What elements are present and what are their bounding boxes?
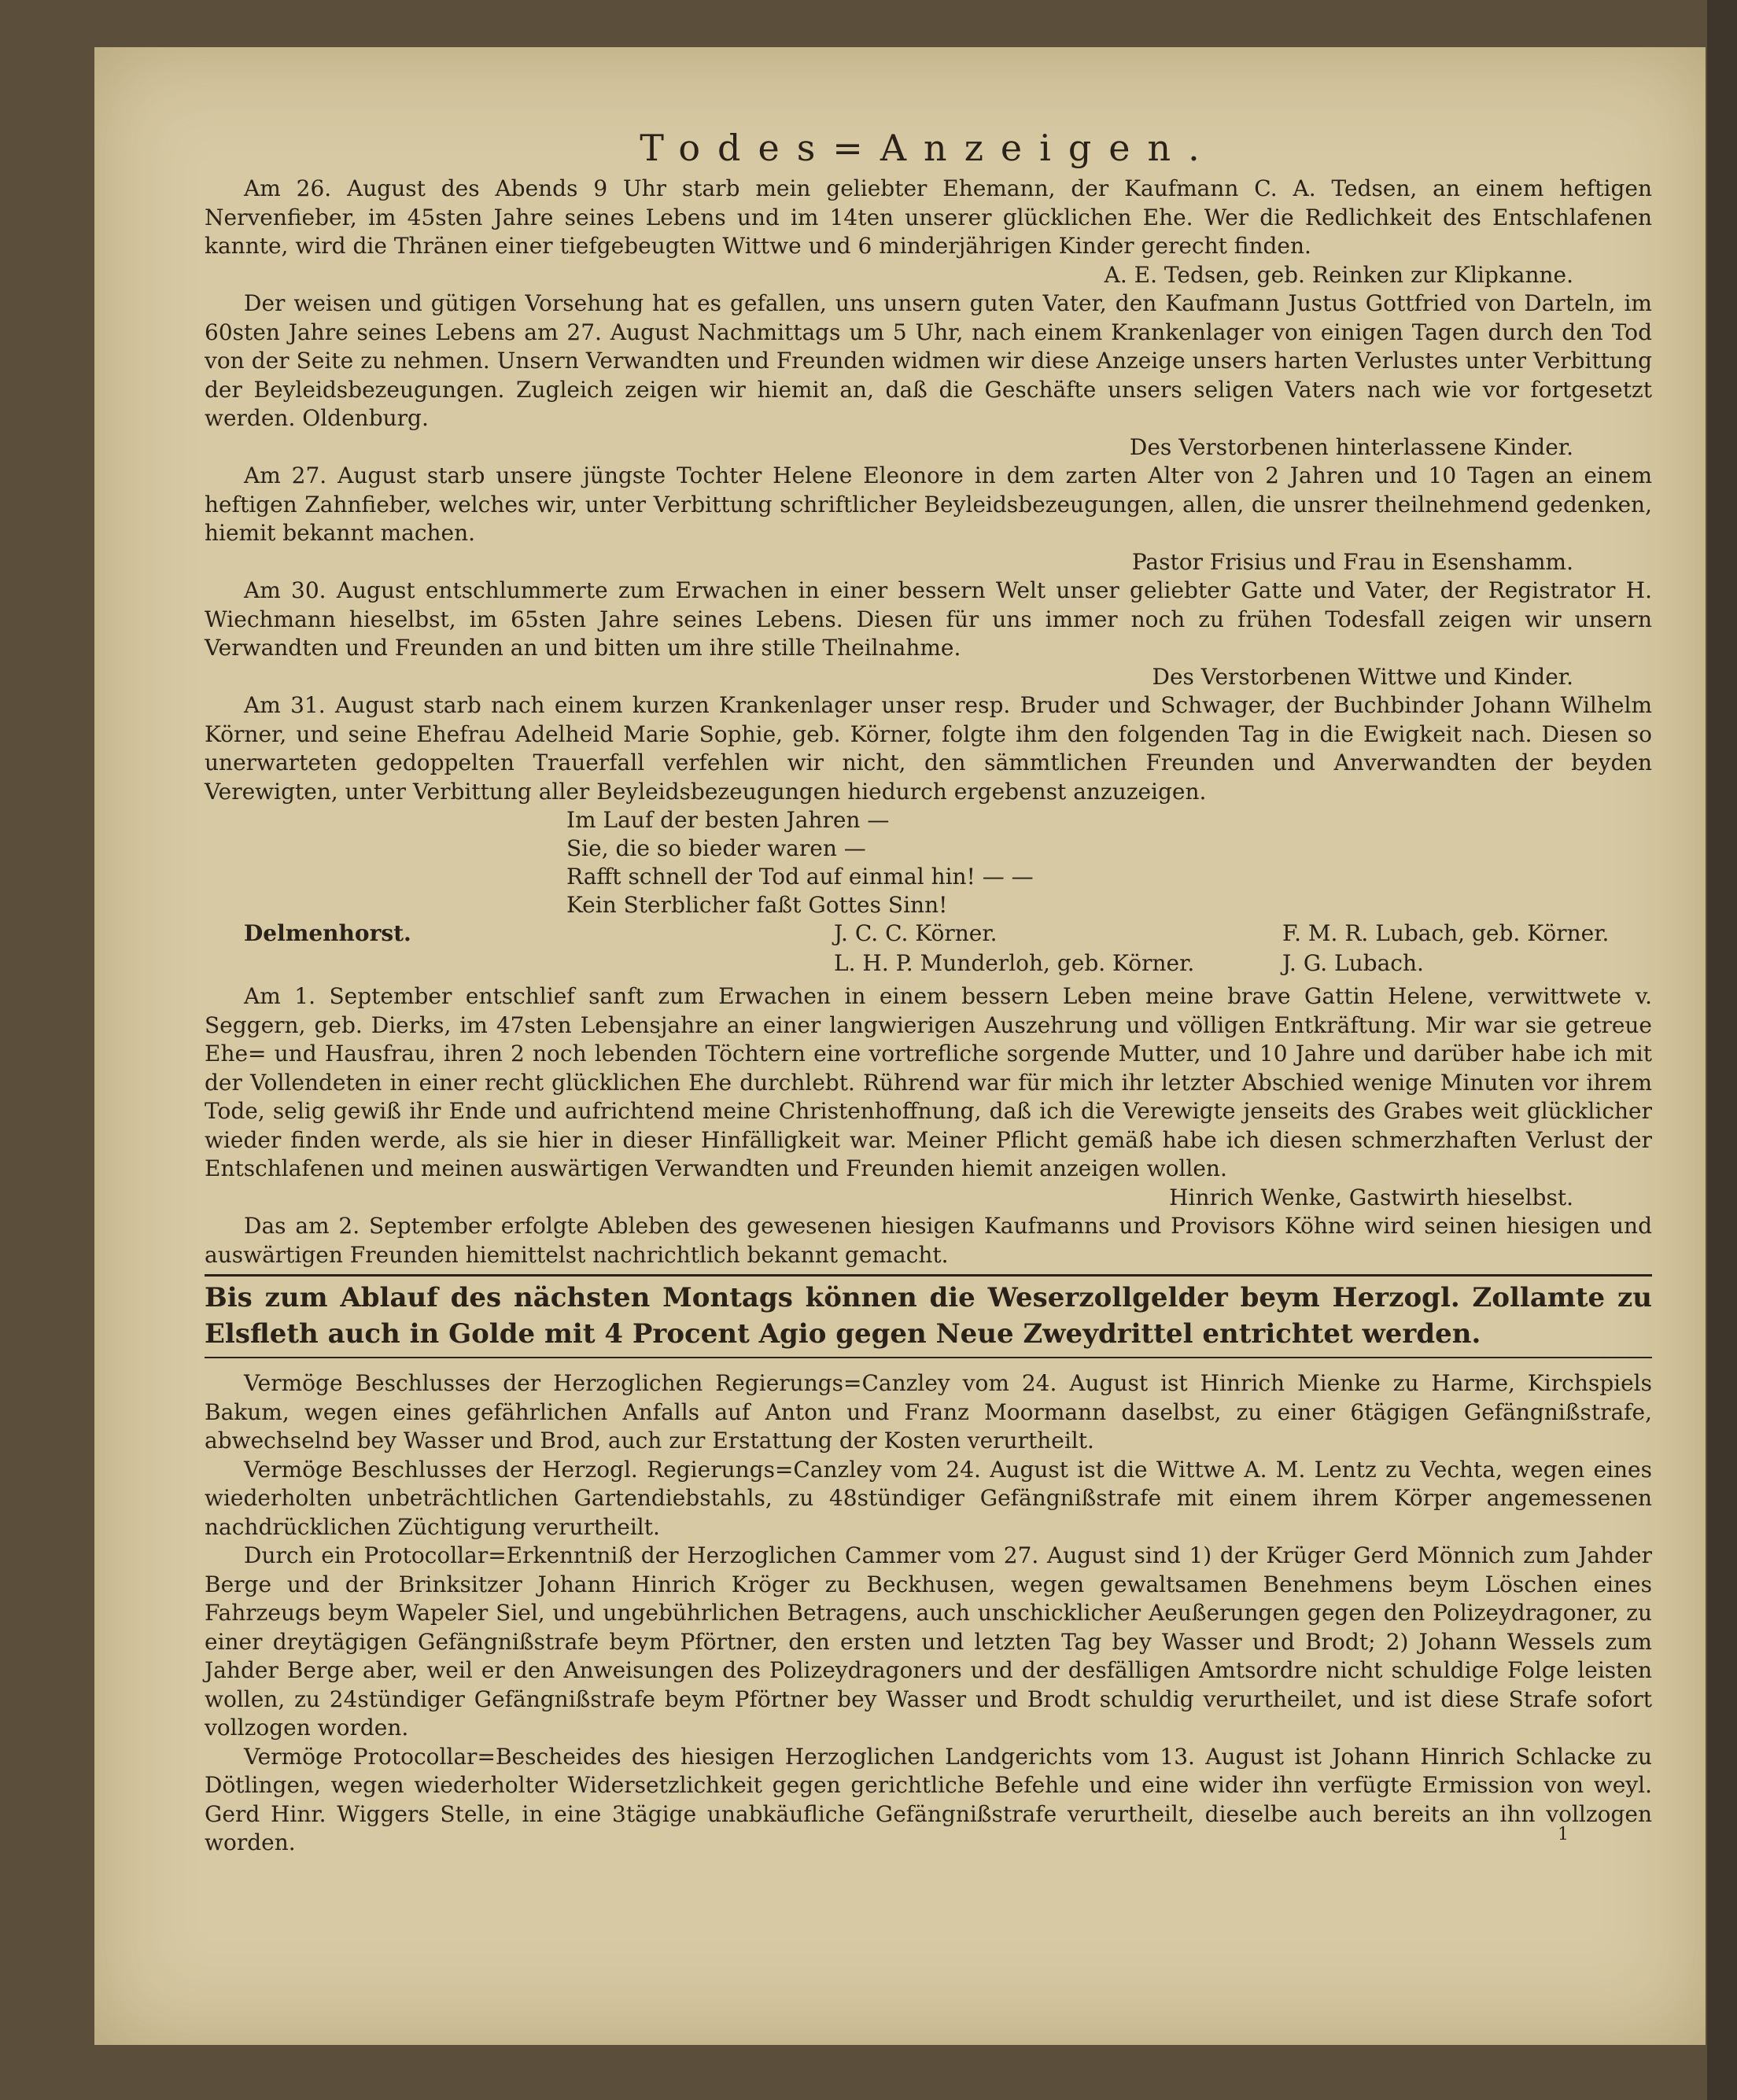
signature-block: [205, 919, 1652, 982]
signature-2: Des Verstorbenen hinterlassene Kinder.: [1129, 433, 1573, 460]
signature-name: F. M. R. Lubach, geb. Körner.: [1282, 920, 1610, 946]
page-content: [205, 126, 1652, 1858]
death-notice-5: Am 31. August starb nach einem kurzen Krankenlager unser resp. Bruder und Schwager, der Buchbinder Johann Wilhelm Körner, und seine Ehefrau Adelheid Marie Sophie, geb. Körner, folgte ihm den folgenden Tag in die Ewigkeit nach. Diesen so unerwarteten gedoppelten Trauerfall verfehlen wir nicht, den sämmtlichen Freunden und Anverwandten der beyden Verewigten, unter Verbittung aller Beyleidsbezeugungen hiedurch ergebenst anzuzeigen.: [205, 692, 1652, 805]
verse-line: Sie, die so bieder waren —: [566, 835, 866, 861]
death-notice-1: Am 26. August des Abends 9 Uhr starb mein geliebter Ehemann, der Kaufmann C. A. Tedsen, an einem heftigen Nervenfieber, im 45sten Jahre seines Lebens und im 14ten unserer glücklichen Ehe. Wer die Redlichkeit des Entschlafenen kannte, wird die Thränen einer tiefgebeugten Wittwe und 6 minderjährigen Kinder gerecht finden.: [205, 175, 1652, 259]
signature-1: A. E. Tedsen, geb. Reinken zur Klipkanne.: [1104, 261, 1573, 288]
judgment-2: Vermöge Beschlusses der Herzogl. Regierungs=Canzley vom 24. August ist die Wittwe A. M. Lentz zu Vechta, wegen eines wiederholten unbeträchtlichen Gartendiebstahls, zu 48stündiger Gefängnißstrafe mit einem ihrem Körper angemessenen nachdrücklichen Züchtigung verurtheilt.: [205, 1456, 1652, 1540]
death-notice-7: Das am 2. September erfolgte Ableben des gewesenen hiesigen Kaufmanns und Provisors Köhne wird seinen hiesigen und auswärtigen Freunden hiemittelst nachrichtlich bekannt gemacht.: [205, 1213, 1652, 1268]
death-notice-3: Am 27. August starb unsere jüngste Tochter Helene Eleonore in dem zarten Alter von 2 Jahren und 10 Tagen an einem heftigen Zahnfieber, welches wir, unter Verbittung schriftlicher Beyleidsbezeugungen, allen, die unsrer theilnehmend gedenken, hiemit bekannt machen.: [205, 462, 1652, 546]
divider: [205, 1357, 1652, 1358]
death-notice-4: Am 30. August entschlummerte zum Erwachen in einer bessern Welt unser geliebter Gatte und Vater, der Registrator H. Wiechmann hieselbst, im 65sten Jahre seines Lebens. Diesen für uns immer noch zu frühen Todesfall zeigen wir unsern Verwandten und Freunden an und bitten um ihre stille Theilnahme.: [205, 577, 1652, 661]
signature-3: Pastor Frisius und Frau in Esenshamm.: [1131, 548, 1573, 575]
death-notice-6: Am 1. September entschlief sanft zum Erwachen in einem bessern Leben meine brave Gattin Helene, verwittwete v. Seggern, geb. Dierks, im 47sten Lebensjahre an einer langwierigen Auszehrung und völligen Entkräftung. Mir war sie getreue Ehe= und Hausfrau, ihren 2 noch lebenden Töchtern eine vortrefliche sorgende Mutter, und 10 Jahre und darüber habe ich mit der Vollendeten in einer recht glücklichen Ehe durchlebt. Rührend war für mich ihr letzter Abschied wenige Minuten vor ihrem Tode, selig gewiß ihr Ende und aufrichtend meine Christenhoffnung, daß ich die Verewigte jenseits des Grabes weit glücklicher wieder finden werde, als sie hier in dieser Hinfälligkeit war. Meiner Pflicht gemäß habe ich diesen schmerzhaften Verlust der Entschlafenen und meinen auswärtigen Verwandten und Freunden hiemit anzeigen wollen.: [205, 983, 1652, 1181]
verse-line: Rafft schnell der Tod auf einmal hin! — —: [566, 864, 1034, 890]
book-spine: [1707, 0, 1737, 2100]
place-name: Delmenhorst.: [244, 920, 411, 946]
page-title: Todes=Anzeigen.: [640, 127, 1217, 169]
death-notice-2: Der weisen und gütigen Vorsehung hat es gefallen, uns unsern guten Vater, den Kaufmann Justus Gottfried von Darteln, im 60sten Jahre seines Lebens am 27. August Nachmittags um 5 Uhr, nach einem Krankenlager von einigen Tagen durch den Tod von der Seite zu nehmen. Unsern Verwandten und Freunden widmen wir diese Anzeige unsers harten Verlustes unter Verbittung der Beyleidsbezeugungen. Zugleich zeigen wir hiemit an, daß die Geschäfte unsers seligen Vaters nach wie vor fortgesetzt werden. Oldenburg.: [205, 290, 1652, 431]
judgment-4: Vermöge Protocollar=Bescheides des hiesigen Herzoglichen Landgerichts vom 13. August ist Johann Hinrich Schlacke zu Dötlingen, wegen wiederholter Widersetzlichkeit gegen gerichtliche Befehle und eine wider ihn verfügte Ermission von weyl. Gerd Hinr. Wiggers Stelle, in eine 3tägige unabkäufliche Gefängnißstrafe verurtheilt, dieselbe auch bereits an ihn vollzogen worden.: [205, 1743, 1652, 1855]
signature-name: L. H. P. Munderloh, geb. Körner.: [834, 950, 1195, 976]
judgment-1: Vermöge Beschlusses der Herzoglichen Regierungs=Canzley vom 24. August ist Hinrich Mienke zu Harme, Kirchspiels Bakum, wegen eines gefährlichen Anfalls auf Anton und Franz Moormann daselbst, zu einer 6tägigen Gefängnißstrafe, abwechselnd bey Wasser und Brod, auch zur Erstattung der Kosten verurtheilt.: [205, 1370, 1652, 1453]
verse-line: Kein Sterblicher faßt Gottes Sinn!: [566, 892, 948, 918]
signature-name: J. C. C. Körner.: [834, 920, 998, 946]
signature-4: Des Verstorbenen Wittwe und Kinder.: [1152, 663, 1573, 690]
divider: [205, 1274, 1652, 1277]
verse-line: Im Lauf der besten Jahren —: [566, 807, 890, 833]
judgment-3: Durch ein Protocollar=Erkenntniß der Herzoglichen Cammer vom 27. August sind 1) der Krüger Gerd Mönnich zum Jahder Berge und der Brinksitzer Johann Hinrich Kröger zu Beckhusen, wegen gewaltsamen Benehmens beym Löschen eines Fahrzeugs beym Wapeler Siel, und ungebührlichen Betragens, auch unschicklicher Aeußerungen gegen den Polizeydragoner, zu einer dreytägigen Gefängnißstrafe beym Pförtner, den ersten und letzten Tag bey Wasser und Brodt; 2) Johann Wessels zum Jahder Berge aber, weil er den Anweisungen des Polizeydragoners und der desfälligen Amtsordre nicht schuldige Folge leisten wollen, zu 24stündiger Gefängnißstrafe beym Pförtner bey Wasser und Brodt schuldig verurtheilet, und ist diese Strafe sofort vollzogen worden.: [205, 1542, 1652, 1741]
signature-6: Hinrich Wenke, Gastwirth hieselbst.: [1169, 1184, 1573, 1210]
page-number: 1: [1558, 1825, 1569, 1844]
signature-name: J. G. Lubach.: [1282, 950, 1424, 976]
customs-notice: Bis zum Ablauf des nächsten Montags können die Weserzollgelder beym Herzogl. Zollamte zu Elsfleth auch in Golde mit 4 Procent Agio gegen Neue Zweydrittel entrichtet werden.: [205, 1282, 1652, 1350]
